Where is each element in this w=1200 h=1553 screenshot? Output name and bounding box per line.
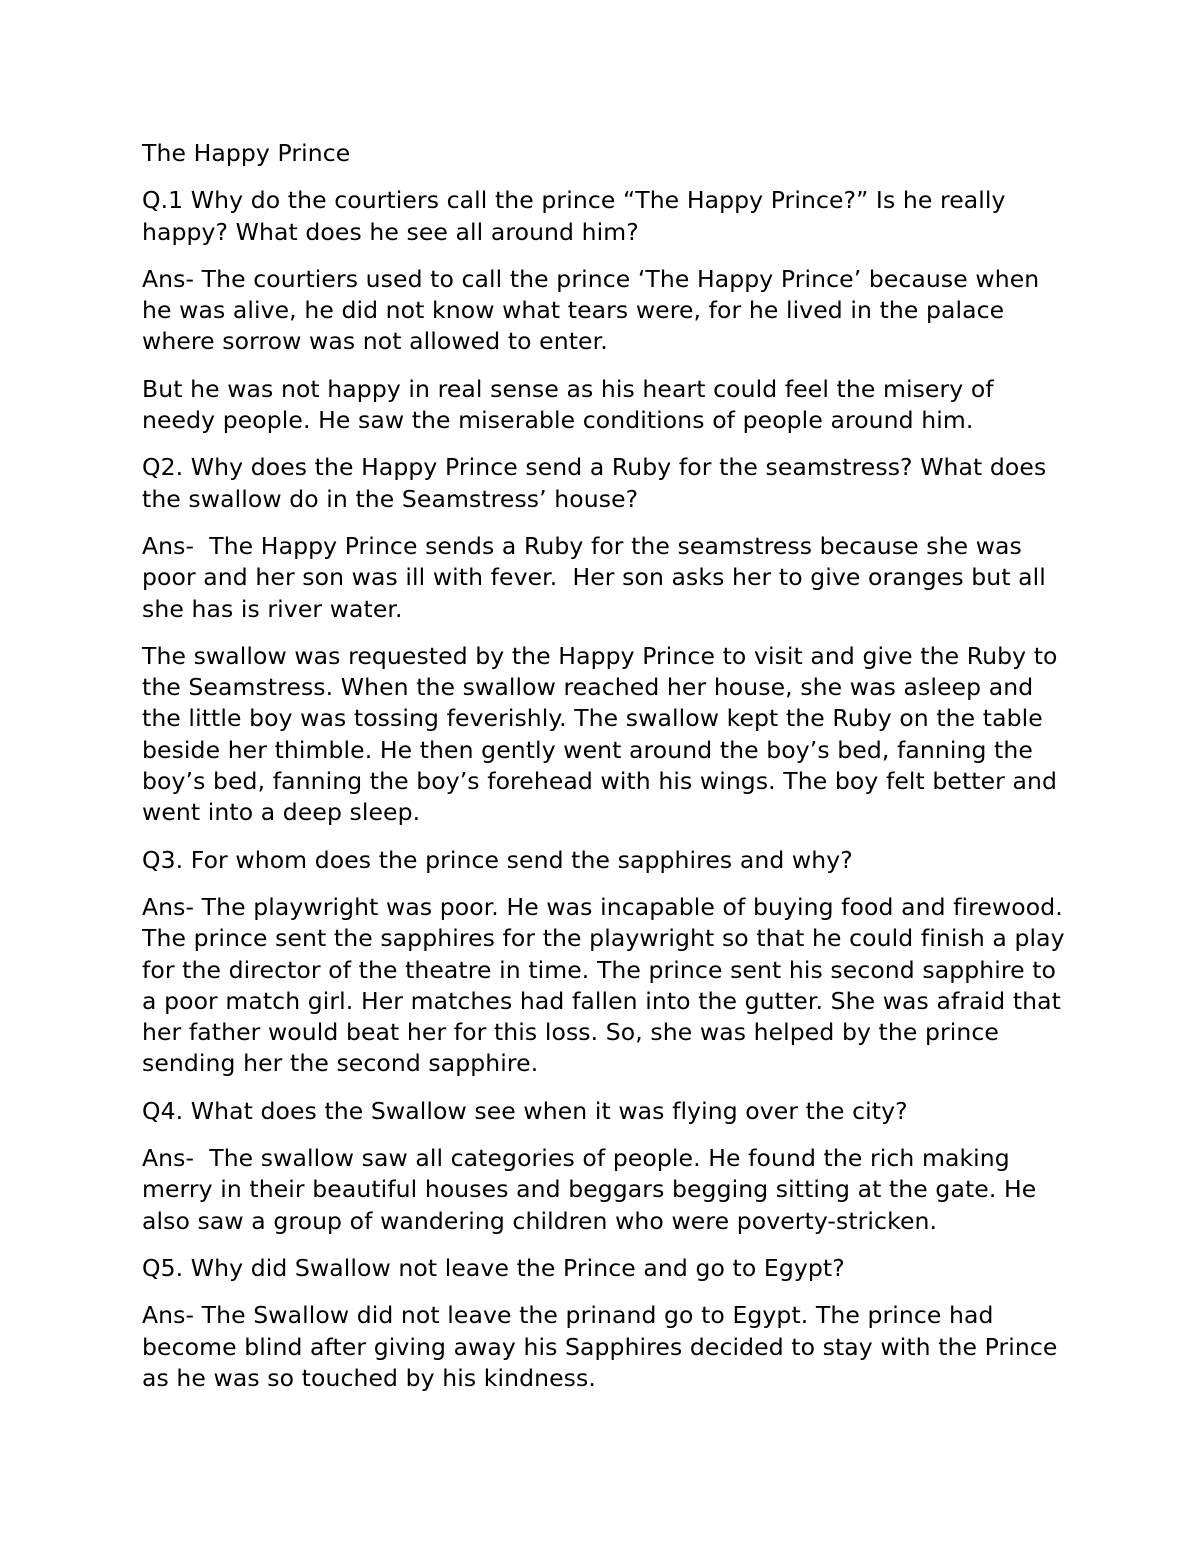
paragraph-line: Ans- The swallow saw all categories of people. He found the rich making xyxy=(142,1144,1010,1173)
paragraph-line: Q4. What does the Swallow see when it was flying over the city? xyxy=(142,1096,908,1125)
paragraph xyxy=(142,185,1072,248)
paragraph-line: But he was not happy in real sense as his heart could feel the misery of xyxy=(142,374,994,403)
paragraph-line: become blind after giving away his Sapphires decided to stay with the Prince xyxy=(142,1332,1058,1361)
paragraph-line: the Seamstress. When the swallow reached her house, she was asleep and xyxy=(142,673,1034,702)
paragraph-line: as he was so touched by his kindness. xyxy=(142,1363,596,1392)
paragraph-line: Ans- The courtiers used to call the prince ‘The Happy Prince’ because when xyxy=(142,264,1040,293)
paragraph-line: merry in their beautiful houses and beggars begging sitting at the gate. He xyxy=(142,1175,1037,1204)
paragraph xyxy=(142,452,1072,515)
paragraph-line: Ans- The Happy Prince sends a Ruby for the seamstress because she was xyxy=(142,531,1022,560)
paragraph-line: where sorrow was not allowed to enter. xyxy=(142,327,608,356)
paragraph-line: Q3. For whom does the prince send the sapphires and why? xyxy=(142,845,853,874)
paragraph-line: a poor match girl. Her matches had fallen into the gutter. She was afraid that xyxy=(142,986,1061,1015)
paragraph-line: beside her thimble. He then gently went around the boy’s bed, fanning the xyxy=(142,735,1033,764)
paragraph xyxy=(142,264,1072,358)
paragraph-line: sending her the second sapphire. xyxy=(142,1049,539,1078)
paragraph-line: boy’s bed, fanning the boy’s forehead with his wings. The boy felt better and xyxy=(142,767,1058,796)
paragraph-line: poor and her son was ill with fever. Her son asks her to give oranges but all xyxy=(142,563,1046,592)
paragraph-line: he was alive, he did not know what tears were, for he lived in the palace xyxy=(142,296,1005,325)
paragraph-line: the swallow do in the Seamstress’ house? xyxy=(142,484,639,513)
paragraph-line: needy people. He saw the miserable conditions of people around him. xyxy=(142,406,974,435)
paragraph-line: the little boy was tossing feverishly. The swallow kept the Ruby on the table xyxy=(142,704,1043,733)
paragraph-line: Ans- The playwright was poor. He was incapable of buying food and firewood. xyxy=(142,892,1063,921)
paragraph xyxy=(142,1143,1072,1237)
paragraph xyxy=(142,1253,1072,1284)
paragraph-line: her father would beat her for this loss. So, she was helped by the prince xyxy=(142,1018,999,1047)
document-page xyxy=(142,138,1072,1410)
paragraph-line: Ans- The Swallow did not leave the prinand go to Egypt. The prince had xyxy=(142,1301,994,1330)
paragraph-line: Q.1 Why do the courtiers call the prince “The Happy Prince?” Is he really xyxy=(142,186,1006,215)
paragraph-line: for the director of the theatre in time. The prince sent his second sapphire to xyxy=(142,955,1057,984)
paragraph xyxy=(142,641,1072,829)
paragraph xyxy=(142,1096,1072,1127)
paragraph-line: Q2. Why does the Happy Prince send a Ruby for the seamstress? What does xyxy=(142,453,1047,482)
paragraph-line: also saw a group of wandering children who were poverty-stricken. xyxy=(142,1206,938,1235)
paragraph xyxy=(142,374,1072,437)
paragraph-line: Q5. Why did Swallow not leave the Prince and go to Egypt? xyxy=(142,1253,845,1282)
paragraph xyxy=(142,531,1072,625)
document-body xyxy=(142,185,1072,1394)
paragraph-line: went into a deep sleep. xyxy=(142,798,421,827)
paragraph xyxy=(142,845,1072,876)
paragraph-line: The swallow was requested by the Happy Prince to visit and give the Ruby to xyxy=(142,641,1058,670)
document-title: The Happy Prince xyxy=(142,139,351,167)
paragraph-line: The prince sent the sapphires for the playwright so that he could finish a play xyxy=(142,924,1065,953)
paragraph xyxy=(142,1300,1072,1394)
paragraph-line: she has is river water. xyxy=(142,594,403,623)
paragraph xyxy=(142,892,1072,1080)
paragraph-line: happy? What does he see all around him? xyxy=(142,217,639,246)
